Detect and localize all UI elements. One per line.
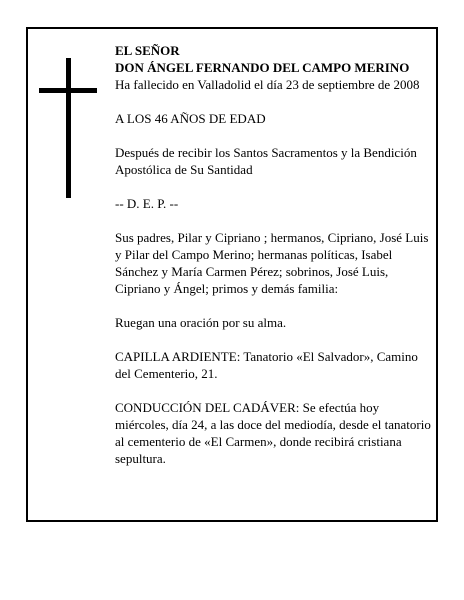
funeral-text: Se efectúa hoy miércoles, día 24, a las doce del mediodía, desde el tanatorio al cementerio de «El Carmen», donde recibirá cristiana sepultura. — [115, 400, 431, 466]
sacraments-text: Después de recibir los Santos Sacramentos y la Bendición Apostólica de Su Santidad — [115, 145, 417, 177]
age-line: A LOS 46 AÑOS DE EDAD — [115, 111, 266, 126]
obituary-notice — [26, 27, 438, 522]
cross-vertical-bar — [66, 58, 71, 198]
death-announcement: Ha fallecido en Valladolid el día 23 de septiembre de 2008 — [115, 77, 420, 92]
rip-line: -- D. E. P. -- — [115, 196, 179, 211]
funeral-label: CONDUCCIÓN DEL CADÁVER: — [115, 400, 300, 415]
notice-content — [115, 42, 431, 484]
family-list: Sus padres, Pilar y Cipriano ; hermanos, Cipriano, José Luis y Pilar del Campo Merino; hermanas políticas, Isabel Sánchez y María Carmen Pérez; sobrinos, José Luis, Cipriano y Ángel; primos y demás familia: — [115, 230, 429, 296]
prayer-request: Ruegan una oración por su alma. — [115, 315, 287, 330]
funeral-info — [115, 399, 431, 467]
honorific: EL SEÑOR — [115, 43, 180, 58]
deceased-name: DON ÁNGEL FERNANDO DEL CAMPO MERINO — [115, 60, 410, 75]
chapel-text: Tanatorio «El Salvador», Camino del Cementerio, 21. — [115, 349, 418, 381]
cross-icon — [39, 58, 97, 198]
chapel-label: CAPILLA ARDIENTE: — [115, 349, 241, 364]
cross-horizontal-bar — [39, 88, 97, 93]
chapel-info — [115, 348, 431, 382]
